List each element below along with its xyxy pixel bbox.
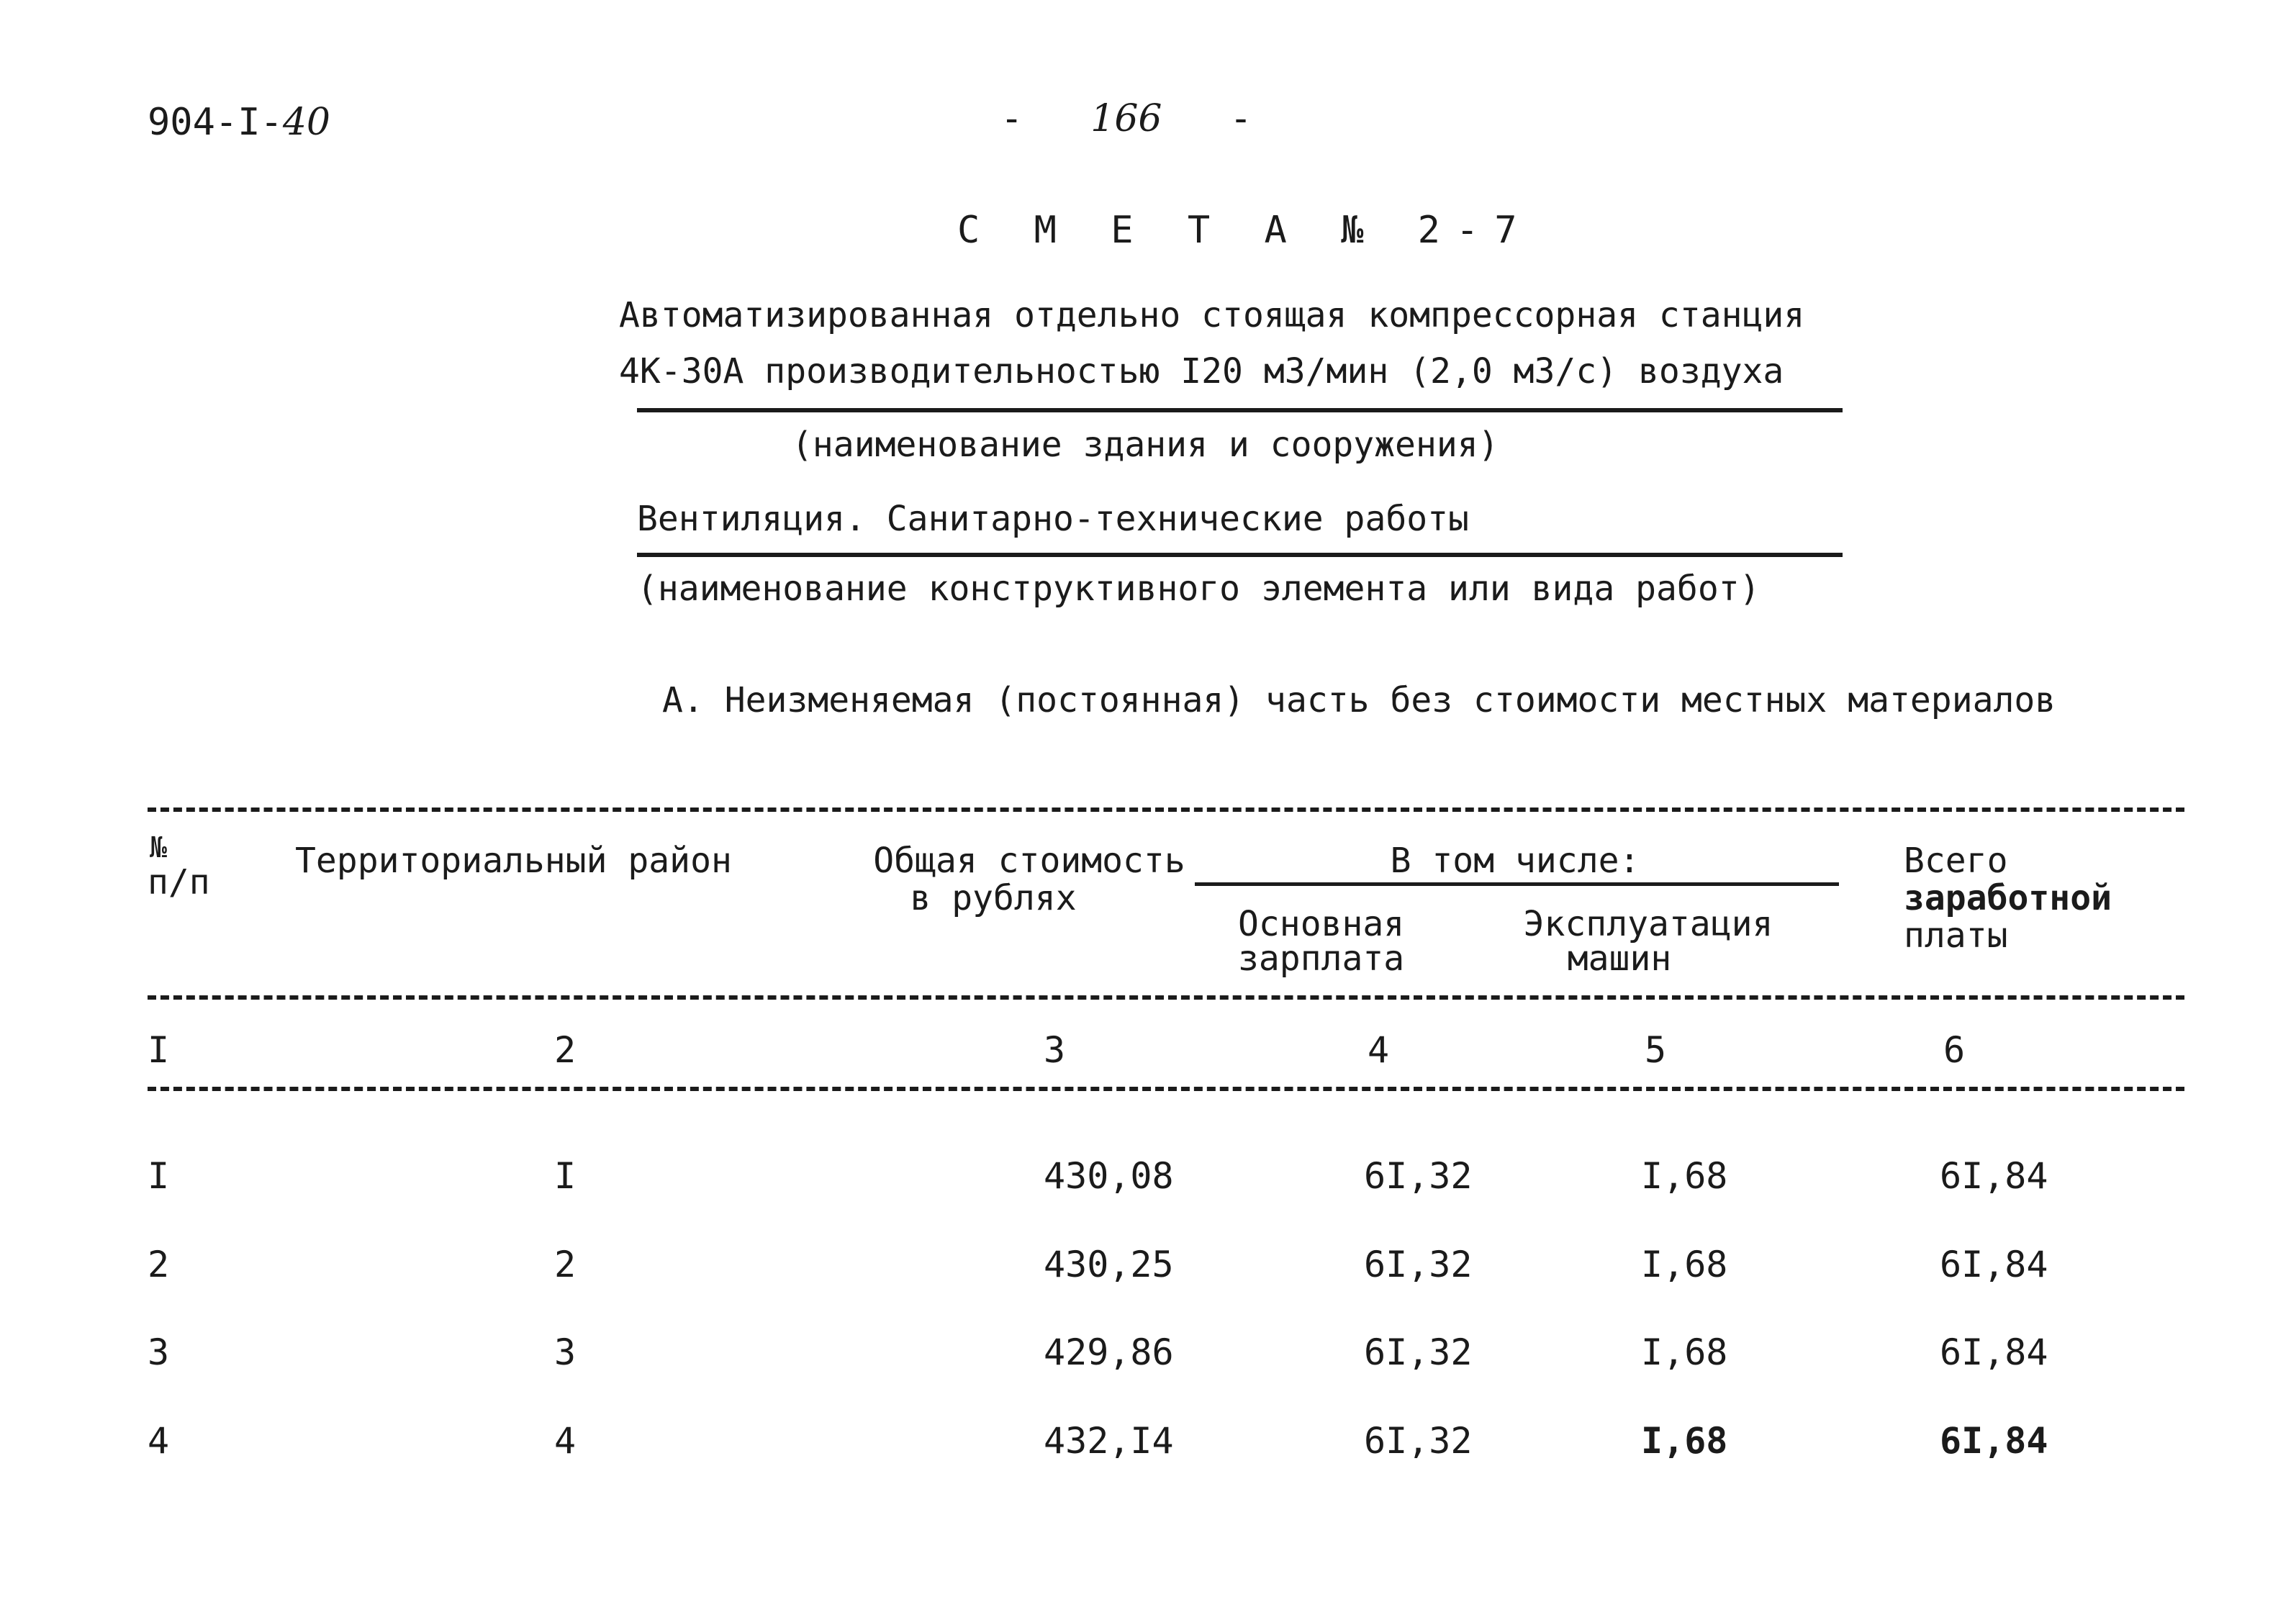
row-wages: 6I,84 xyxy=(1940,1244,2048,1285)
header-wages-line3: платы xyxy=(1904,915,2008,956)
element-name: Вентиляция. Санитарно-технические работы xyxy=(637,499,1469,539)
page-dash-left: - xyxy=(1000,97,1023,140)
row-district: 3 xyxy=(554,1331,577,1373)
header-including-rule xyxy=(1195,882,1839,886)
page-number-value: 166 xyxy=(1090,97,1162,140)
row-salary: 6I,32 xyxy=(1364,1331,1473,1373)
numbers-bottom-rule xyxy=(148,1087,2184,1091)
building-underline xyxy=(637,408,1843,412)
header-total-line2: в рублях xyxy=(910,878,1077,918)
header-salary-line2: зарплата xyxy=(1238,938,1405,979)
building-caption: (наименование здания и сооружения) xyxy=(792,425,1499,465)
row-machines: I,68 xyxy=(1641,1420,1728,1462)
row-machines: I,68 xyxy=(1641,1244,1728,1285)
row-wages: 6I,84 xyxy=(1940,1331,2048,1373)
col-number-6: 6 xyxy=(1943,1029,1966,1071)
header-wages-line1: Всего xyxy=(1904,841,2008,881)
col-number-5: 5 xyxy=(1645,1029,1667,1071)
element-underline xyxy=(637,553,1843,557)
element-caption: (наименование конструктивного элемента или вида работ) xyxy=(637,569,1761,609)
col-number-1: I xyxy=(148,1029,170,1071)
row-num: I xyxy=(148,1155,170,1197)
row-total: 430,08 xyxy=(1044,1155,1174,1197)
row-wages: 6I,84 xyxy=(1940,1420,2048,1462)
row-total: 432,I4 xyxy=(1044,1420,1174,1462)
document-code-prefix: 904-I- xyxy=(148,101,283,144)
estimate-title: С М Е Т А № 2-7 xyxy=(957,209,1533,252)
page-number xyxy=(1000,97,1252,140)
row-num: 3 xyxy=(148,1331,170,1373)
header-total-line1: Общая стоимость xyxy=(873,841,1185,881)
header-machines-line1: Эксплуатация xyxy=(1523,904,1773,944)
col-number-3: 3 xyxy=(1044,1029,1066,1071)
document-code-suffix: 40 xyxy=(282,101,331,144)
row-num: 2 xyxy=(148,1244,170,1285)
row-salary: 6I,32 xyxy=(1364,1244,1473,1285)
row-district: 4 xyxy=(554,1420,577,1462)
page-dash-right: - xyxy=(1229,97,1252,140)
row-machines: I,68 xyxy=(1641,1155,1728,1197)
document-code xyxy=(148,101,330,144)
row-salary: 6I,32 xyxy=(1364,1420,1473,1462)
building-name-line1: Автоматизированная отдельно стоящая компрессорная станция xyxy=(619,295,1805,335)
row-total: 429,86 xyxy=(1044,1331,1174,1373)
header-machines-line2: машин xyxy=(1567,938,1672,979)
header-salary-line1: Основная xyxy=(1238,904,1405,944)
header-wages-line2: заработной xyxy=(1904,878,2112,918)
header-district: Территориальный район xyxy=(295,841,732,881)
section-title: А. Неизменяемая (постоянная) часть без стоимости местных материалов xyxy=(662,680,2056,720)
row-machines: I,68 xyxy=(1641,1331,1728,1373)
col-number-4: 4 xyxy=(1368,1029,1390,1071)
row-wages: 6I,84 xyxy=(1940,1155,2048,1197)
row-district: 2 xyxy=(554,1244,577,1285)
row-salary: 6I,32 xyxy=(1364,1155,1473,1197)
col-number-2: 2 xyxy=(554,1029,577,1071)
header-bottom-rule xyxy=(148,995,2184,1000)
row-total: 430,25 xyxy=(1044,1244,1174,1285)
row-district: I xyxy=(554,1155,577,1197)
building-name-line2: 4К-30А производительностью I20 мЗ/мин (2,0 мЗ/с) воздуха xyxy=(619,351,1784,392)
row-num: 4 xyxy=(148,1420,170,1462)
table-top-rule xyxy=(148,808,2184,812)
header-including: В том числе: xyxy=(1390,841,1640,881)
header-num-pp: п/п xyxy=(148,862,210,902)
header-num-symbol: № xyxy=(150,831,168,864)
